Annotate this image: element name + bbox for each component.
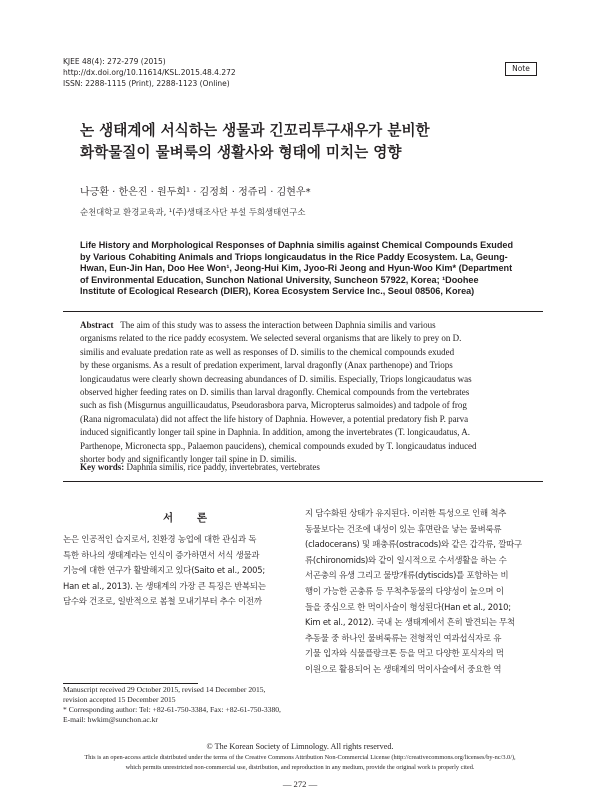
abstract-line: (Rana nigromaculata) did not affect the life history of Daphnia. However, a potential predatory fish P. parva xyxy=(80,413,469,424)
keywords xyxy=(80,462,320,472)
abstract-line: Parthenope, Micronecta spp., Palaemon paucidens), chemical compounds exuded by T. longicaudatus induced xyxy=(80,440,477,451)
journal-citation: KJEE 48(4): 272-279 (2015) xyxy=(63,57,166,66)
body-line: (cladocerans) 및 패충류(ostracods)와 같은 갑각류, 깔따구 xyxy=(305,539,522,550)
english-title-block xyxy=(80,240,545,298)
english-title-line: by Various Cohabiting Animals and Triops longicaudatus in the Rice Paddy Ecosystem. La, Geung- xyxy=(80,251,508,262)
body-line: Han et al., 2013). 논 생태계의 가장 큰 특징은 반복되는 xyxy=(63,580,266,591)
footnote-line: revision accepted 15 December 2015 xyxy=(63,695,176,704)
body-line: 지 담수화된 상태가 유지된다. 이러한 특성으로 인해 척추 xyxy=(305,508,507,518)
keywords-text: Daphnia similis, rice paddy, invertebrates, vertebrates xyxy=(126,462,320,472)
english-title-line: Life History and Morphological Responses of Daphnia similis against Chemical Compounds Exuded xyxy=(80,240,514,250)
abstract-line: similis and evaluate predation rate as well as responses of D. similis to the chemical compounds exuded xyxy=(80,346,455,357)
body-line: 서곤충의 유생 그리고 물방개류(dytiscids)를 포함하는 비 xyxy=(305,570,509,581)
footnote-line: E-mail: hwkim@sunchon.ac.kr xyxy=(63,715,158,724)
page-number: — 272 — xyxy=(282,779,318,789)
english-title-line: Hwan, Eun-Jin Han, Doo Hee Won¹, Jeong-Hui Kim, Jyoo-Ri Jeong and Hyun-Woo Kim* (Department xyxy=(80,263,513,274)
abstract-line: induced significantly longer tail spine in Daphnia. In addition, among the invertebrates (T. longicaudatus, A. xyxy=(80,427,470,438)
doi-link[interactable]: http://dx.doi.org/10.11614/KSL.2015.48.4.272 xyxy=(63,68,236,77)
abstract-top-rule xyxy=(63,311,543,312)
body-line: 기능에 대한 연구가 활발해지고 있다(Saito et al., 2005; xyxy=(63,565,265,576)
abstract-line: organisms related to the rice paddy ecosystem. We selected several organisms that are likely to prey on D. xyxy=(80,333,462,344)
body-line: 기물 입자와 식물플랑크톤 등을 먹고 다양한 포식자의 먹 xyxy=(305,648,504,659)
body-line: 들을 중심으로 한 먹이사슬이 형성된다(Han et al., 2010; xyxy=(305,601,511,612)
keywords-label: Key words: xyxy=(80,462,125,472)
abstract-line: observed higher feeding rates on D. similis than larval dragonfly. Chemical compounds from the vertebrates xyxy=(80,387,470,398)
korean-title-line: 화학물질이 물벼룩의 생활사와 형태에 미치는 영향 xyxy=(80,144,402,161)
section-heading: 서 론 xyxy=(163,512,217,524)
license-block xyxy=(0,741,600,772)
footnotes xyxy=(63,685,281,725)
korean-title xyxy=(80,120,540,164)
footnote-rule xyxy=(63,683,198,684)
body-line: Kim et al., 2012). 국내 논 생태계에서 흔히 발견되는 무척 xyxy=(305,617,515,628)
abstract-bottom-rule xyxy=(63,481,543,482)
body-line: 행이 가능한 곤충류 등 무척추동물의 다양성이 높으며 이 xyxy=(305,585,504,596)
body-column-left xyxy=(63,532,291,610)
abstract-line: The aim of this study was to assess the interaction between Daphnia similis and various xyxy=(120,320,436,330)
body-line: 추동물 중 하나인 물벼룩류는 전형적인 여과섭식자로 유 xyxy=(305,632,502,643)
english-title-line: of Environmental Education, Sunchon National University, Suncheon 57922, Korea; ¹Doohee xyxy=(80,274,479,285)
abstract-line: shorter body and significantly longer tail spine in D. similis. xyxy=(80,454,297,465)
body-column-right xyxy=(305,506,541,678)
abstract-line: such as fish (Misgurnus anguillicaudatus, Pseudorasbora parva, Micropterus salmoides) and tadpole of frog xyxy=(80,400,467,411)
copyright-line: © The Korean Society of Limnology. All rights reserved. xyxy=(206,742,394,751)
korean-affiliation: 순천대학교 환경교육과, ¹(주)생태조사단 부설 두희생태연구소 xyxy=(80,207,306,217)
abstract-line: longicaudatus were clearly shown decreasing abundances of D. similis. Especially, Triops longicaudatus was xyxy=(80,373,472,384)
body-line: 류(chironomids)와 같이 일시적으로 수서생활을 하는 수 xyxy=(305,554,507,565)
abstract-line: by these organisms. As a result of predation experiment, larval dragonfly (Anax parthenope) and Triops xyxy=(80,360,453,371)
footnote-line: Manuscript received 29 October 2015, revised 14 December 2015, xyxy=(63,685,266,694)
body-line: 논은 인공적인 습지로서, 친환경 농업에 대한 관심과 독 xyxy=(63,534,257,544)
body-line: 이원으로 활용되어 논 생태계의 먹이사슬에서 중요한 역 xyxy=(305,663,502,674)
license-line: which permits unrestricted non-commercial use, distribution, and reproduction in any medium, provide the original work is properly cited. xyxy=(125,763,475,771)
body-line: 특한 하나의 생태계라는 인식이 증가하면서 서식 생물과 xyxy=(63,549,260,560)
article-type-badge: Note xyxy=(505,62,537,76)
abstract xyxy=(80,319,545,466)
abstract-label: Abstract xyxy=(80,320,114,330)
body-line: 동물보다는 건조에 내성이 있는 휴면란을 낳는 물벼룩류 xyxy=(305,523,502,534)
korean-authors: 나긍환 · 한은진 · 원두희¹ · 김정희 · 정쥬리 · 김현우* xyxy=(80,187,311,198)
footnote-line: * Corresponding author: Tel: +82-61-750-3384, Fax: +82-61-750-3380, xyxy=(63,705,281,714)
license-line: This is an open-access article distributed under the terms of the Creative Commons Attribution Non-Commercial License (http://creativecommons.org/licenses/by-nc/3.0/), xyxy=(84,754,516,761)
english-title-line: Institute of Ecological Research (DIER), Korea Ecosystem Service Inc., Seoul 08506, Korea) xyxy=(80,286,475,297)
body-line: 담수와 건조로, 일반적으로 봄철 모내기부터 추수 이전까 xyxy=(63,596,262,607)
issn: ISSN: 2288-1115 (Print), 2288-1123 (Online) xyxy=(63,79,230,88)
korean-title-line: 논 생태계에 서식하는 생물과 긴꼬리투구새우가 분비한 xyxy=(80,122,430,139)
journal-meta xyxy=(63,56,236,89)
